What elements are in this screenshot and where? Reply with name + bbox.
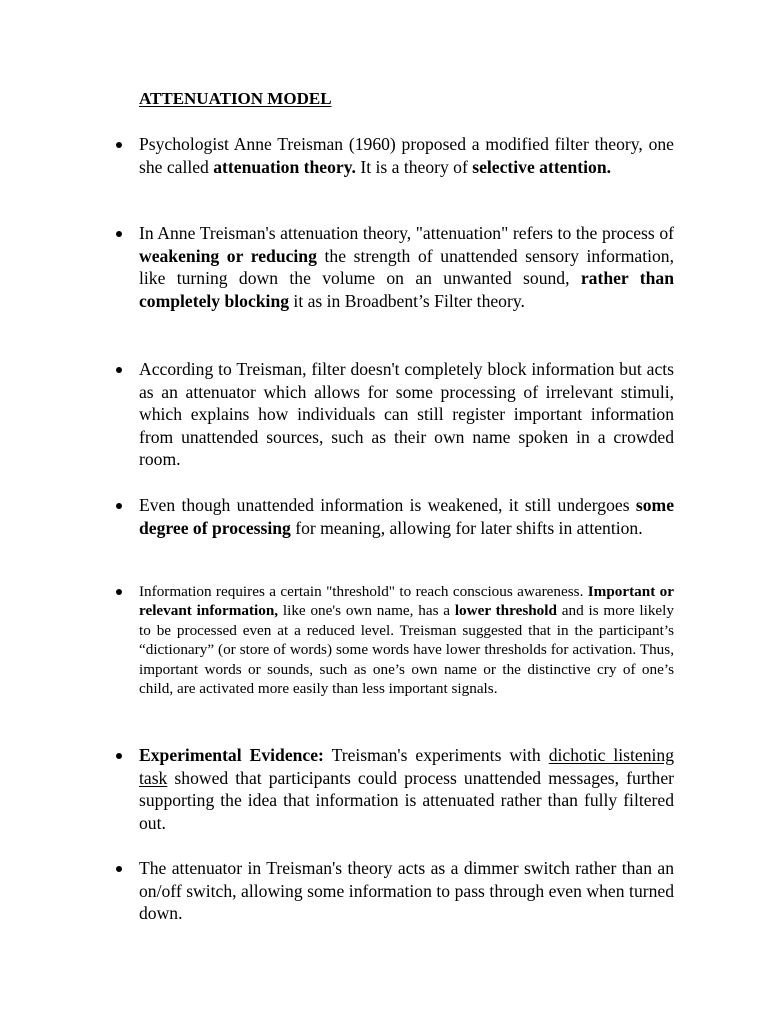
item-text: Information requires a certain "threshold" to reach conscious awareness. <box>139 583 588 600</box>
bullet-icon <box>116 866 122 872</box>
list-item <box>139 744 674 834</box>
list-item <box>139 494 674 539</box>
list-item <box>139 857 674 925</box>
list-item <box>139 133 674 178</box>
bullet-icon <box>116 231 122 237</box>
bullet-icon <box>116 142 122 148</box>
item-bold-text: some degree of processing <box>139 495 674 538</box>
item-text: and is more likely to be processed even at a reduced level. Treisman suggested that in the participant’s “dictionary” (or store of words) some words have lower thresholds for activation. Thus, important words or sounds, such as one’s own name or the distinctive cry of one’s child, are activated more easily than less important signals. <box>139 602 674 698</box>
item-bold-text: attenuation theory. <box>213 156 356 177</box>
list-item <box>139 582 674 698</box>
bullet-icon <box>116 503 122 509</box>
item-text: Psychologist Anne Treisman (1960) proposed a modified filter theory, one she called <box>139 134 674 177</box>
item-bold-text: Important or relevant information, <box>139 583 674 620</box>
item-text: In Anne Treisman's attenuation theory, "attenuation" refers to the process of <box>139 223 674 243</box>
bullet-icon <box>116 589 122 595</box>
item-text: The attenuator in Treisman's theory acts as a dimmer switch rather than an on/off switch, allowing some information to pass through even when turned down. <box>139 858 674 924</box>
bullet-icon <box>116 753 122 759</box>
item-underlined-text: dichotic listening task <box>139 745 674 788</box>
bullet-icon <box>116 367 122 373</box>
item-bold-text: lower threshold <box>454 602 557 620</box>
item-text: Treisman's experiments with <box>323 745 549 765</box>
item-bold-text: Experimental Evidence: <box>139 745 324 765</box>
item-bold-text: selective attention. <box>472 156 611 177</box>
list-item <box>139 222 674 312</box>
item-bold-text: rather than completely blocking <box>139 268 674 311</box>
page-title: ATTENUATION MODEL <box>139 89 332 108</box>
item-text: the strength of unattended sensory information, like turning down the volume on an unwanted sound, <box>139 245 674 289</box>
item-text: like one's own name, has a <box>278 602 455 620</box>
item-text: for meaning, allowing for later shifts in attention. <box>290 517 643 538</box>
item-text: Even though unattended information is weakened, it still undergoes <box>139 495 636 515</box>
item-bold-text: weakening or reducing <box>139 245 317 266</box>
item-text: It is a theory of <box>355 156 473 177</box>
item-text: According to Treisman, filter doesn't completely block information but acts as an attenuator which allows for some processing of irrelevant stimuli, which explains how individuals can still register important information from unattended sources, such as their own name spoken in a crowded room. <box>139 359 674 470</box>
item-text: it as in Broadbent’s Filter theory. <box>289 290 525 311</box>
list-item <box>139 358 674 471</box>
item-text: showed that participants could process unattended messages, further supporting the idea that information is attenuated rather than fully filtered out. <box>139 767 674 833</box>
